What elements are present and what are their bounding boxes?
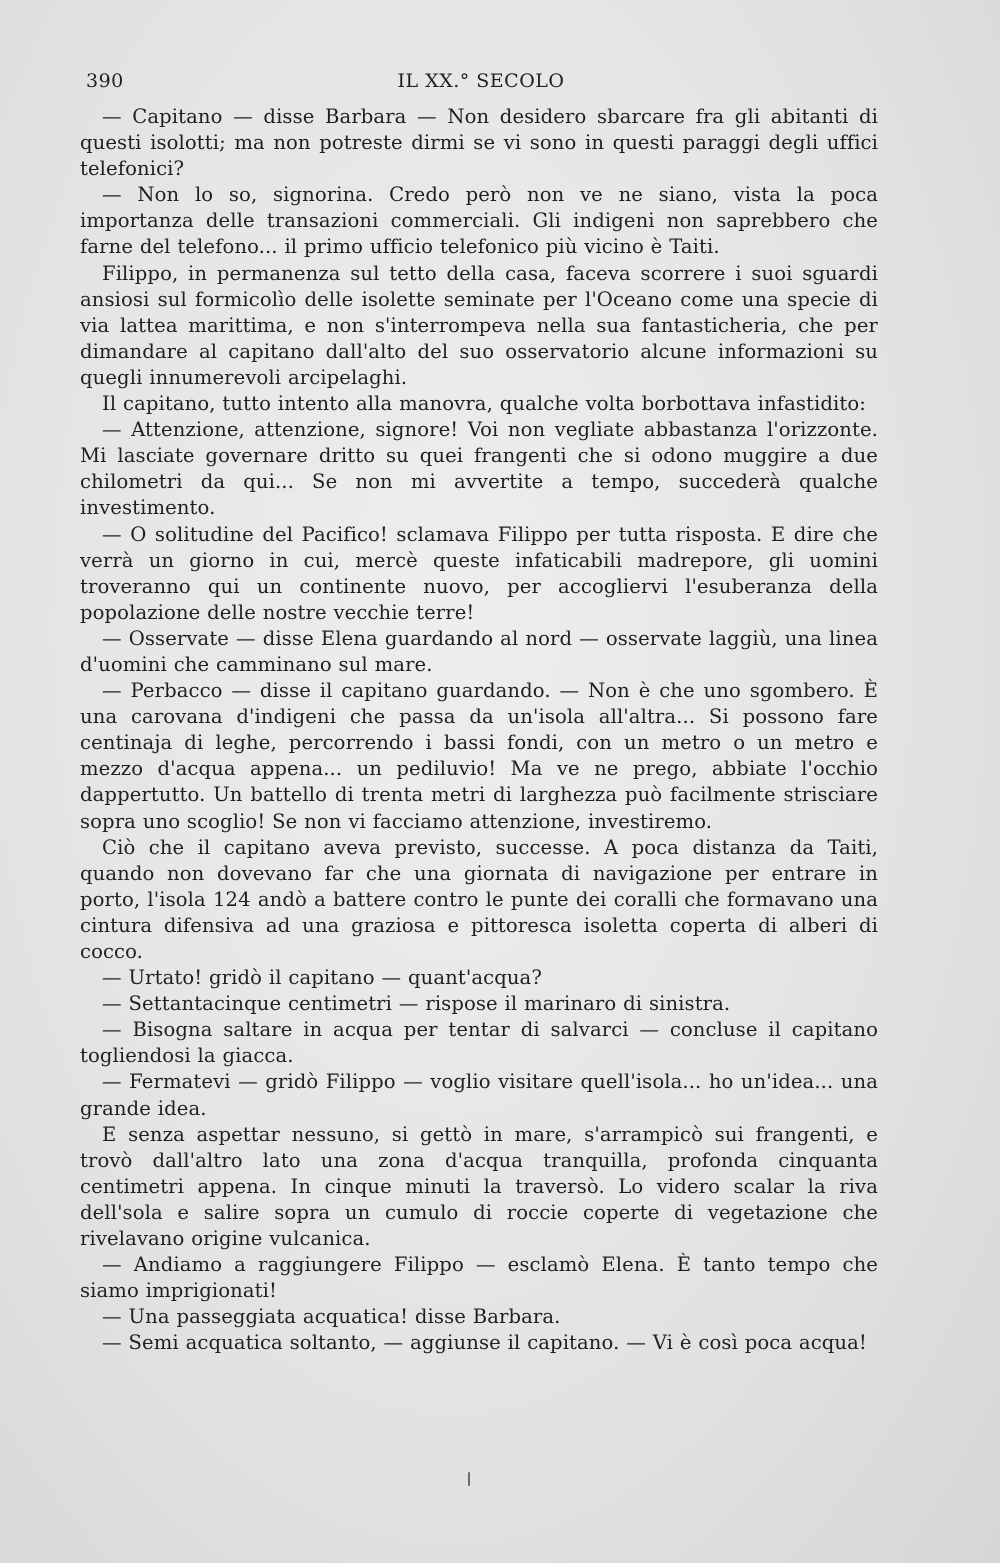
paragraph: — Andiamo a raggiungere Filippo — esclamò Elena. È tanto tempo che siamo imprigionati! <box>80 1253 878 1303</box>
paragraph: — Urtato! gridò il capitano — quant'acqua? <box>102 966 542 990</box>
paragraph: — Attenzione, attenzione, signore! Voi non vegliate abbastanza l'orizzonte. Mi lasciate governare dritto su quei frangenti che si odono muggire a due chilometri da qui... Se non mi avvertite a tempo, succederà qualche investimento. <box>80 418 878 520</box>
paragraph: — Una passeggiata acquatica! disse Barbara. <box>102 1305 561 1329</box>
paragraph: — Settantacinque centimetri — rispose il marinaro di sinistra. <box>102 992 731 1016</box>
paragraph: — Osservate — disse Elena guardando al nord — osservate laggiù, una linea d'uomini che camminano sul mare. <box>80 626 878 676</box>
paragraph: — Perbacco — disse il capitano guardando. — Non è che uno sgombero. È una carovana d'indigeni che passa da un'isola all'altra... Si possono fare centinaja di leghe, percorrendo i bassi fondi, con un metro o un metro e mezzo d'acqua appena... un pediluvio! Ma ve ne prego, abbiate l'occhio dappertutto. Un battello di trenta metri di larghezza può facilmente strisciare sopra uno scoglio! Se non vi facciamo attenzione, investiremo. <box>80 679 878 833</box>
paragraph: — Capitano — disse Barbara — Non desidero sbarcare fra gli abitanti di questi isolotti; ma non potreste dirmi se vi sono in questi paraggi degli uffici telefonici? <box>80 105 878 181</box>
paragraph: Filippo, in permanenza sul tetto della casa, faceva scorrere i suoi sguardi ansiosi sul formicolìo delle isolette seminate per l'Oceano come una specie di via lattea marittima, e non s'interrompeva nella sua fantasticheria, che per dimandare al capitano dall'alto del suo osservatorio alcune informazioni su quegli innumerevoli arcipelaghi. <box>80 261 878 389</box>
page-number: 390 <box>86 70 124 92</box>
page-header <box>86 70 876 98</box>
paragraph: E senza aspettar nessuno, si gettò in mare, s'arrampicò sui frangenti, e trovò dall'altro lato una zona d'acqua tranquilla, profonda cinquanta centimetri appena. In cinque minuti la traversò. Lo videro scalar la riva dell'sola e salire sopra un cumulo di roccie coperte di vegetazione che rivelavano origine vulcanica. <box>80 1122 878 1251</box>
paragraph: Ciò che il capitano aveva previsto, successe. A poca distanza da Taiti, quando non dovevano far che una giornata di navigazione per entrare in porto, l'isola 124 andò a battere contro le punte dei coralli che formavano una cintura difensiva ad una graziosa e pittoresca isoletta coperta di alberi di cocco. <box>80 835 878 963</box>
body-text <box>80 104 878 1357</box>
paragraph: Il capitano, tutto intento alla manovra, qualche volta borbottava infastidito: <box>102 392 866 416</box>
paper-mark <box>468 1472 470 1486</box>
paragraph: — Semi acquatica soltanto, — aggiunse il capitano. — Vi è così poca acqua! <box>102 1331 867 1355</box>
paragraph: — Bisogna saltare in acqua per tentar di salvarci — concluse il capitano togliendosi la giacca. <box>80 1018 878 1068</box>
paragraph: — Non lo so, signorina. Credo però non ve ne siano, vista la poca importanza delle transazioni commerciali. Gli indigeni non saprebbero che farne del telefono... il primo ufficio telefonico più vicino è Taiti. <box>80 183 878 259</box>
running-title: IL XX.° SECOLO <box>397 70 565 92</box>
paragraph: — Fermatevi — gridò Filippo — voglio visitare quell'isola... ho un'idea... una grande idea. <box>80 1070 878 1120</box>
paragraph: — O solitudine del Pacifico! sclamava Filippo per tutta risposta. E dire che verrà un giorno in cui, mercè queste infaticabili madrepore, gli uomini troveranno qui un continente nuovo, per accogliervi l'esuberanza della popolazione delle nostre vecchie terre! <box>80 522 878 624</box>
